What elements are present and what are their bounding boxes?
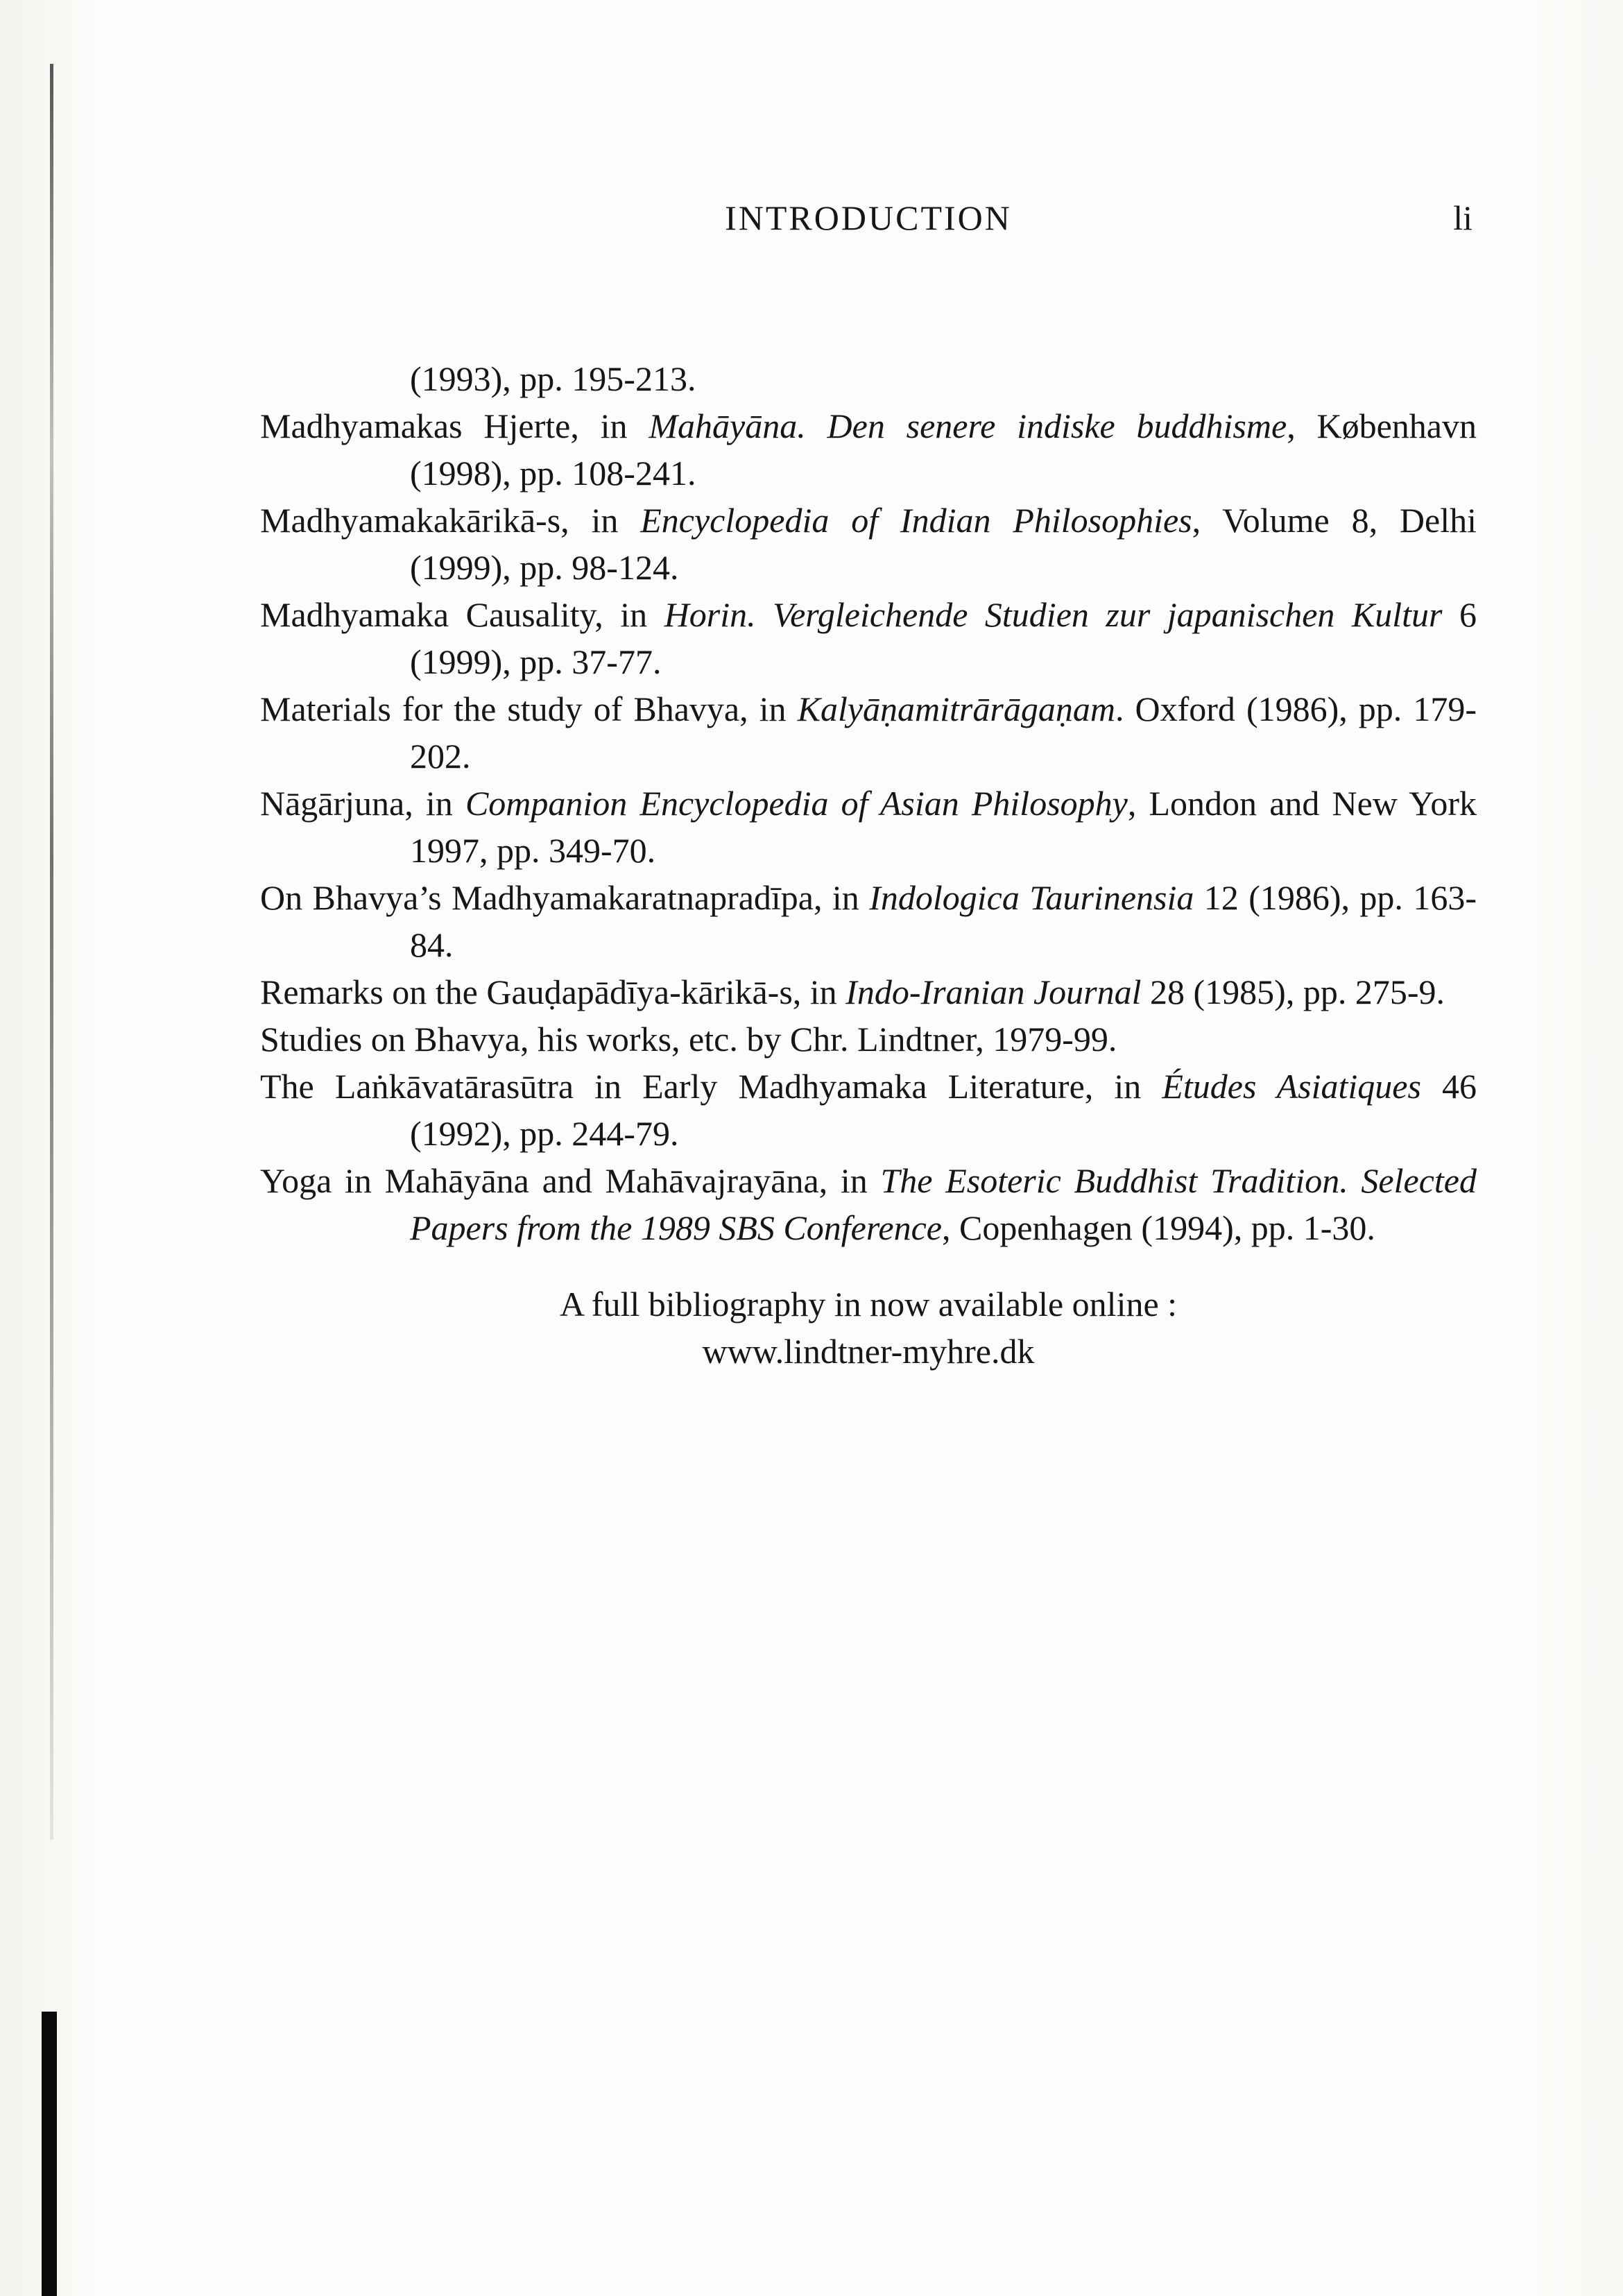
entry-text: , Copenhagen (1994), pp. 1-30.: [942, 1208, 1375, 1247]
entry-text: Yoga in Mahāyāna and Mahāvajrayāna, in: [260, 1161, 881, 1200]
website-url: www.lindtner-myhre.dk: [702, 1332, 1035, 1371]
entry-text: , København (1998), pp. 108-241.: [410, 406, 1477, 492]
entry-text: , Volume 8, Delhi (1999), pp. 98-124.: [410, 501, 1477, 587]
bibliography-entry: [260, 1016, 1477, 1063]
scan-binding-bar: [42, 2012, 57, 2296]
bibliography-entry: [260, 1063, 1477, 1157]
footer-note: [260, 1280, 1477, 1375]
entry-title-italic: The Esoteric Buddhist Tradition. Selected Papers from the 1989 SBS Conference: [410, 1161, 1477, 1247]
bibliography-entry: [260, 591, 1477, 685]
entry-title-italic: Companion Encyclopedia of Asian Philosophy: [465, 784, 1128, 823]
entry-text: (1993), pp. 195-213.: [410, 359, 696, 398]
entry-title-italic: Indologica Taurinensia: [869, 878, 1194, 917]
bibliography-entry: [260, 874, 1477, 968]
online-availability-note: A full bibliography in now available online :: [559, 1285, 1178, 1323]
entry-text: . Oxford (1986), pp. 179-202.: [410, 689, 1477, 776]
bibliography-entry: [260, 968, 1477, 1016]
entry-text: Remarks on the Gauḍapādīya-kārikā-s, in: [260, 973, 846, 1011]
entry-text: 12 (1986), pp. 163-84.: [410, 878, 1477, 964]
entry-title-italic: Études Asiatiques: [1162, 1067, 1421, 1106]
entry-text: 28 (1985), pp. 275-9.: [1141, 973, 1445, 1011]
entry-text: Nāgārjuna, in: [260, 784, 465, 823]
bibliography-entry: [260, 780, 1477, 874]
bibliography-entry: [260, 402, 1477, 497]
bibliography-list: [260, 355, 1477, 1251]
bibliography-entry: [260, 685, 1477, 780]
entry-text: Studies on Bhavya, his works, etc. by Chr. Lindtner, 1979-99.: [260, 1020, 1117, 1059]
entry-text: Madhyamakakārikā-s, in: [260, 501, 641, 540]
bibliography-section: [260, 355, 1477, 1375]
bibliography-entry: [260, 497, 1477, 591]
entry-title-italic: Indo-Iranian Journal: [845, 973, 1142, 1011]
entry-title-italic: Horin. Vergleichende Studien zur japanischen Kultur: [664, 595, 1443, 634]
entry-text: 46 (1992), pp. 244-79.: [410, 1067, 1477, 1153]
entry-text: The Laṅkāvatārasūtra in Early Madhyamaka Literature, in: [260, 1067, 1162, 1106]
bibliography-entry: [260, 355, 1477, 402]
entry-text: Materials for the study of Bhavya, in: [260, 689, 798, 728]
entry-text: Madhyamakas Hjerte, in: [260, 406, 649, 445]
scan-binding-line: [50, 64, 53, 1840]
entry-text: , London and New York 1997, pp. 349-70.: [410, 784, 1477, 870]
entry-text: Madhyamaka Causality, in: [260, 595, 664, 634]
entry-title-italic: Kalyāṇamitrārāgaṇam: [797, 689, 1115, 728]
bibliography-entry: [260, 1157, 1477, 1251]
page-title: INTRODUCTION: [725, 198, 1012, 237]
page-header: [260, 196, 1477, 244]
entry-text: On Bhavya’s Madhyamakaratnapradīpa, in: [260, 878, 870, 917]
entry-title-italic: Mahāyāna. Den senere indiske buddhisme: [649, 406, 1287, 445]
entry-text: 6 (1999), pp. 37-77.: [410, 595, 1477, 681]
entry-title-italic: Encyclopedia of Indian Philosophies: [640, 501, 1192, 540]
page-number: li: [1453, 198, 1472, 237]
